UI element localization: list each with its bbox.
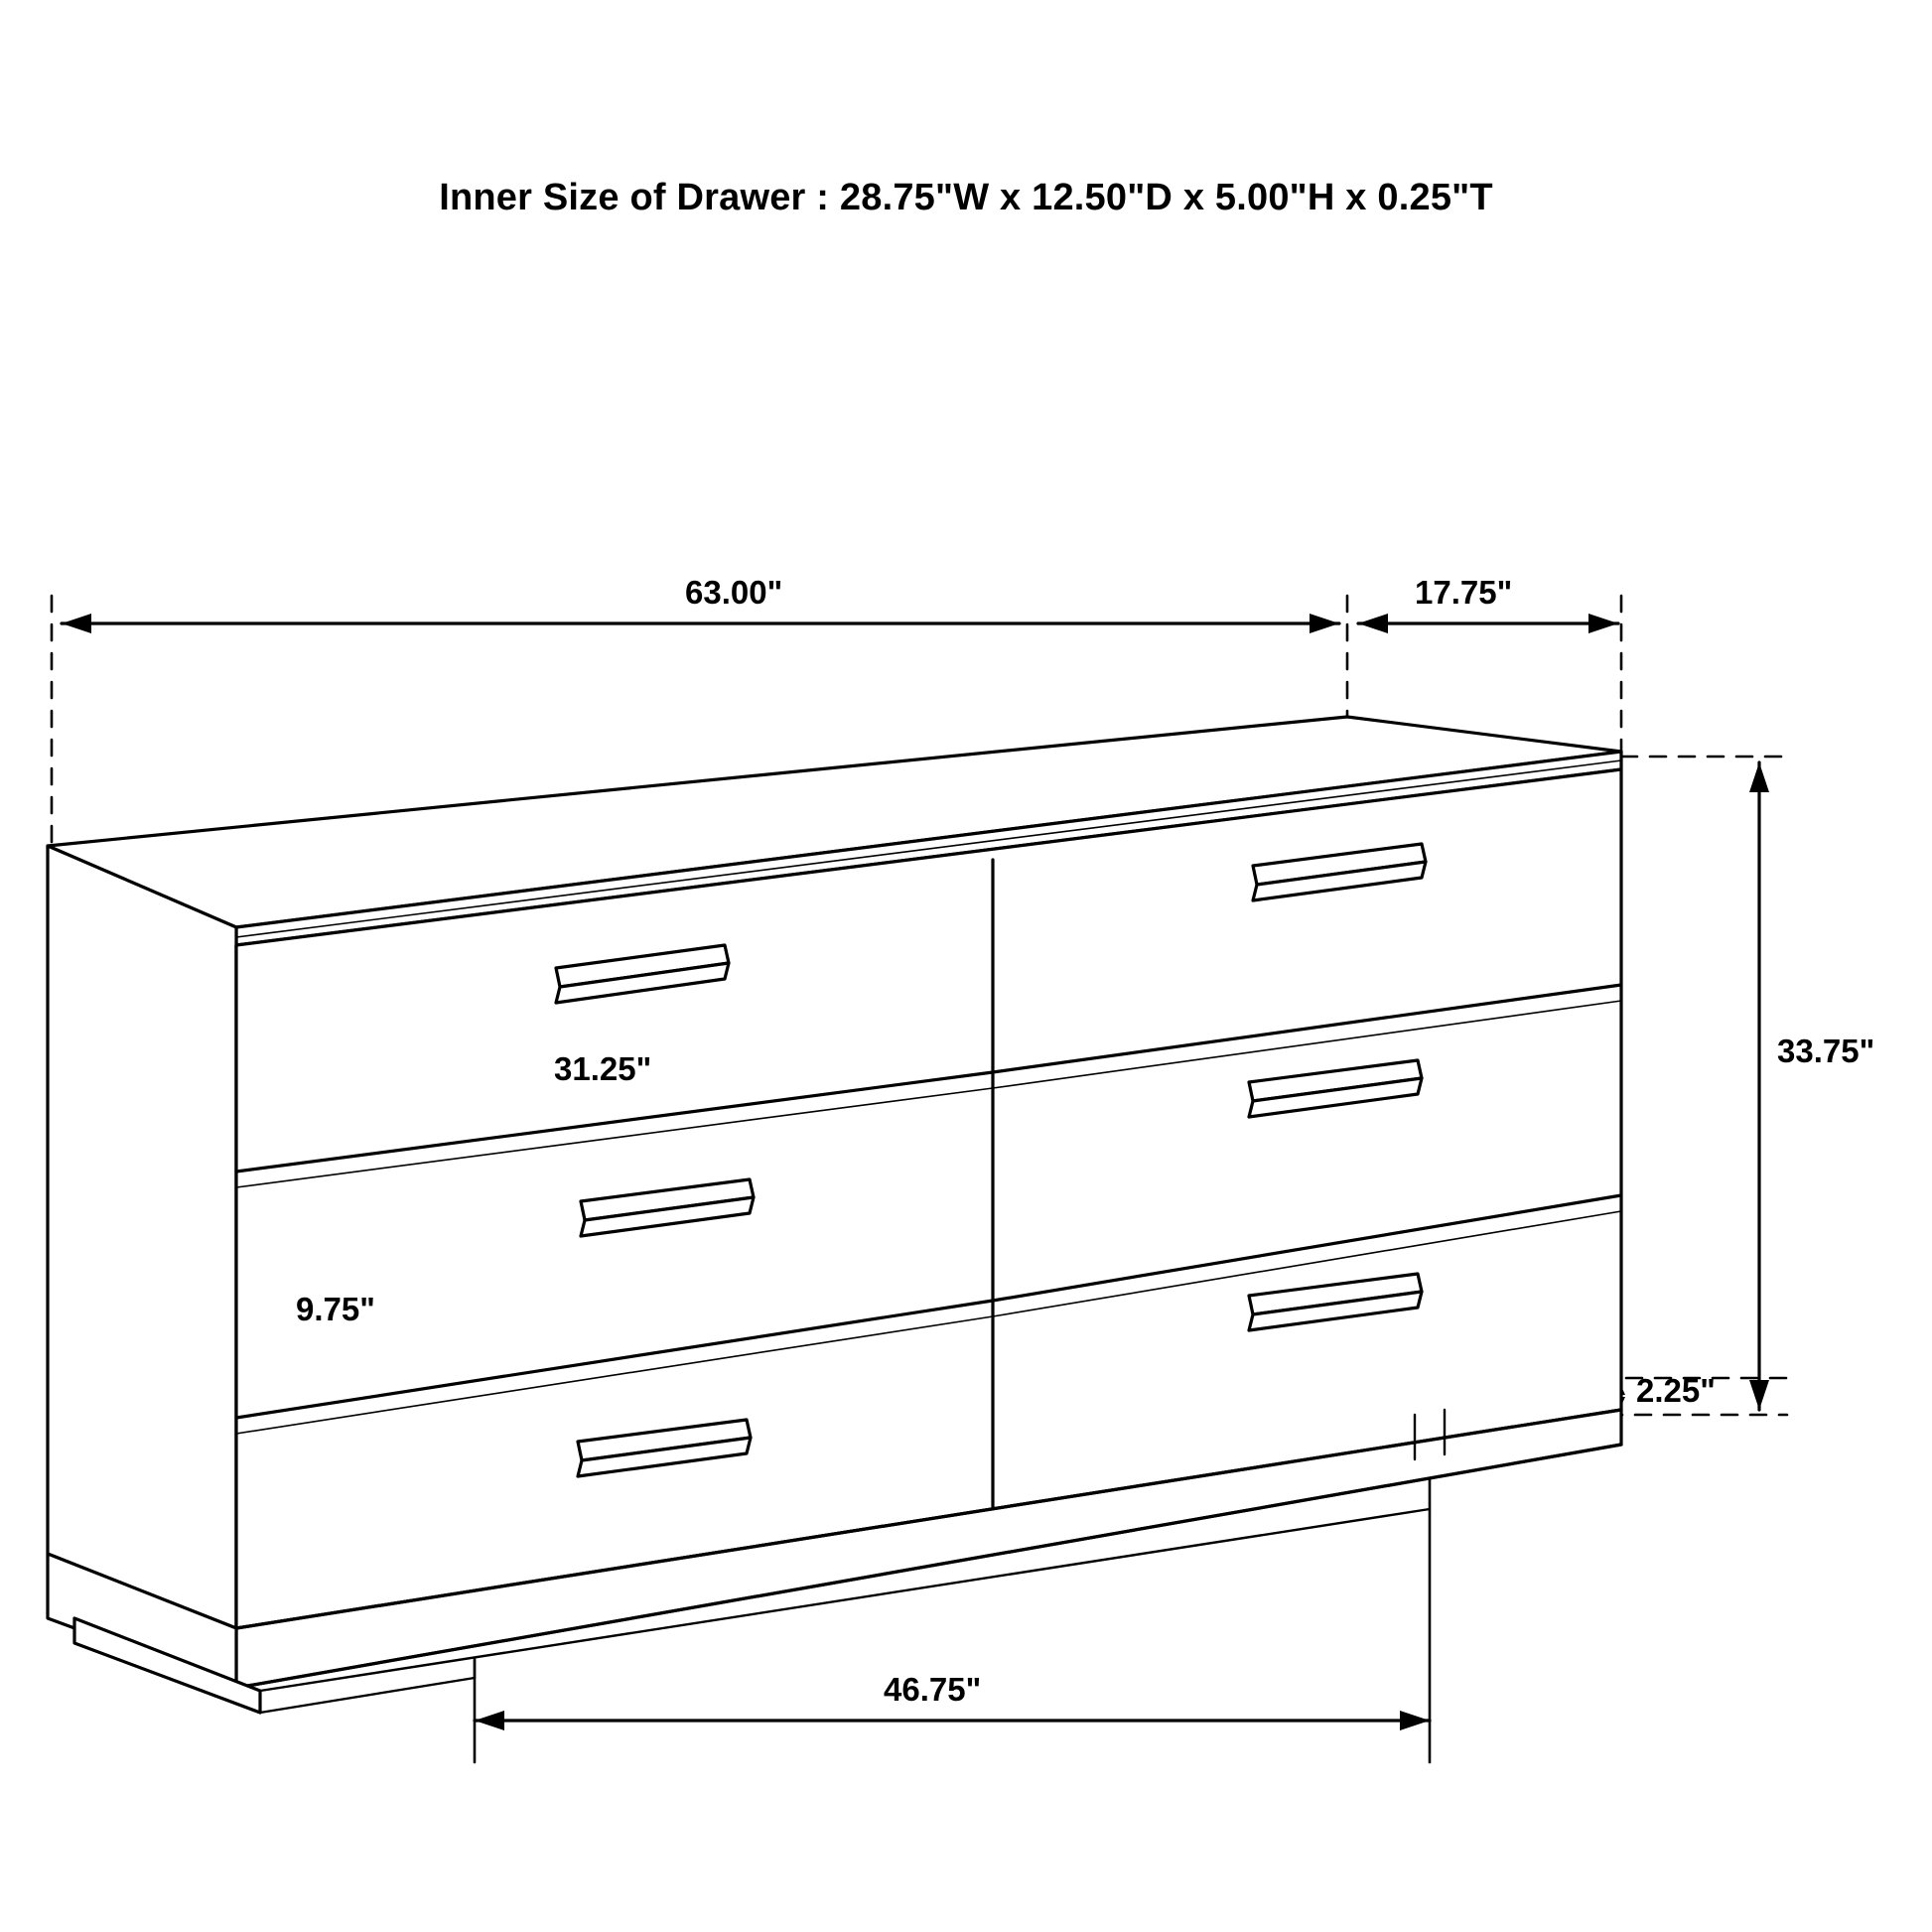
dim-overall-width — [62, 614, 1339, 633]
page-title: Inner Size of Drawer : 28.75"W x 12.50"D x 5.00"H x 0.25"T — [439, 177, 1493, 218]
label-overall-width: 63.00" — [685, 574, 783, 611]
label-drawer-front-height: 9.75" — [296, 1291, 375, 1327]
dim-side-depth — [1358, 614, 1618, 633]
dim-overall-height — [1749, 762, 1769, 1410]
label-drawer-front-width: 31.25" — [554, 1050, 652, 1087]
label-base-height: 2.25" — [1636, 1372, 1716, 1409]
dresser-left-side — [48, 846, 236, 1628]
label-side-depth: 17.75" — [1415, 574, 1513, 611]
label-base-width: 46.75" — [884, 1671, 982, 1708]
label-overall-height: 33.75" — [1777, 1033, 1875, 1069]
